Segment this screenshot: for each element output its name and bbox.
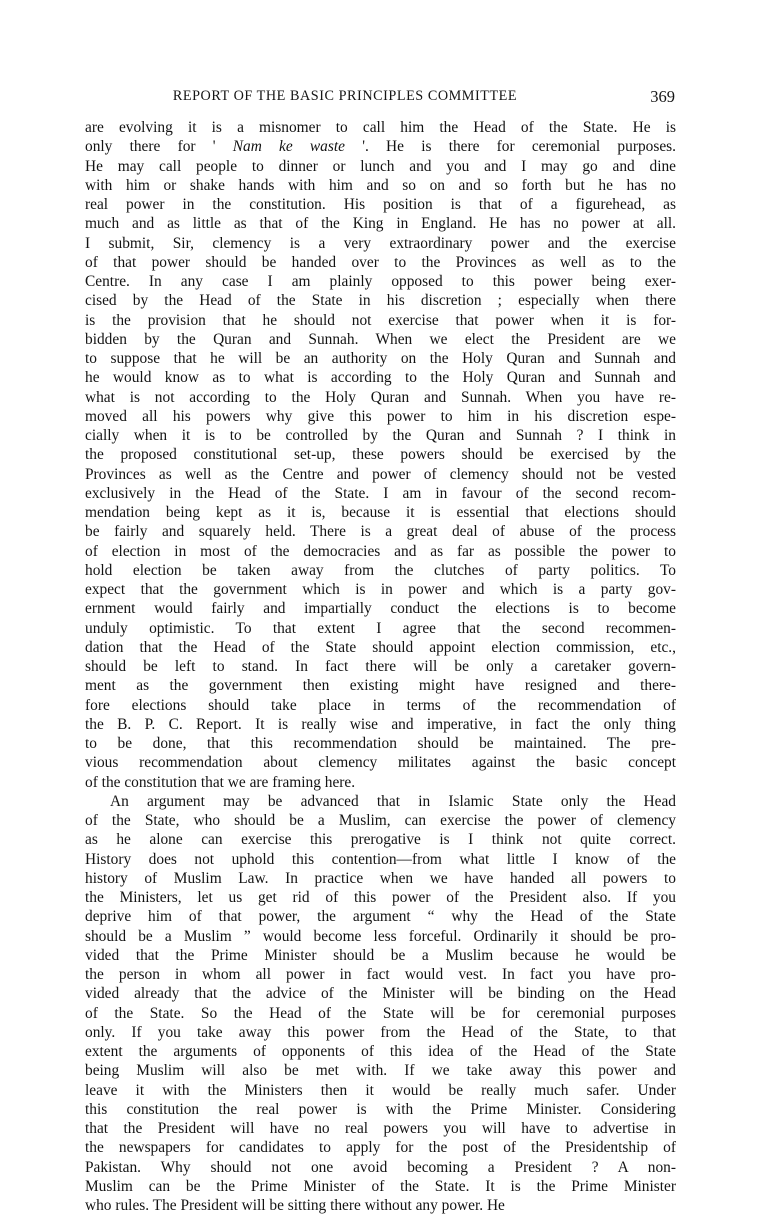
text-line: to be done, that this recommendation should be maintained. The pre- xyxy=(85,735,676,752)
text-line: what is not according to the Holy Quran and Sunnah. When you have re- xyxy=(85,388,676,406)
text-line: being Muslim will also be met with. If we take away this power and xyxy=(85,1062,676,1080)
text-line: the person in whom all power in fact would vest. In fact you have pro- xyxy=(85,966,676,983)
text-line: much and as little as that of the King in England. He has no power at all. xyxy=(85,215,676,233)
text-line: He may call people to dinner or lunch and you and I may go and dine xyxy=(85,157,676,175)
text-line: I submit, Sir, clemency is a very extraordinary power and the exercise xyxy=(85,234,676,252)
text-line: the Ministers, let us get rid of this power of the President also. If you xyxy=(85,889,676,906)
text-line: only. If you take away this power from the Head of the State, to that xyxy=(85,1023,676,1041)
text-line: unduly optimistic. To that extent I agree that the second recommen- xyxy=(85,619,676,637)
text-line: be fairly and squarely held. There is a great deal of abuse of the process xyxy=(85,523,676,541)
text-line: fore elections should take place in terms of the recommendation of xyxy=(85,696,676,714)
text-line: Centre. In any case I am plainly opposed to this power being exer- xyxy=(85,273,676,290)
text-line: History does not uphold this contention—from what little I know of the xyxy=(85,850,676,868)
page-number: 369 xyxy=(650,87,675,106)
text-line: this constitution the real power is with the Prime Minister. Considering xyxy=(85,1100,676,1118)
text-line: An argument may be advanced that in Islamic State only the Head xyxy=(110,792,676,810)
text-line: he would know as to what is according to the Holy Quran and Sunnah and xyxy=(85,369,676,387)
running-head xyxy=(85,88,675,110)
text-line: is the provision that he should not exercise that power when it is for- xyxy=(85,311,676,329)
text-line: of election in most of the democracies and as far as possible the power to xyxy=(85,542,676,560)
text-line: who rules. The President will be sitting there without any power. He xyxy=(85,1197,505,1214)
text-line: bidden by the Quran and Sunnah. When we elect the President are we xyxy=(85,330,676,348)
text-line: should be left to stand. In fact there will be only a caretaker govern- xyxy=(85,658,676,675)
text-line: vided that the Prime Minister should be a Muslim because he would be xyxy=(85,946,676,964)
body-text xyxy=(85,118,676,1215)
text-line: vided already that the advice of the Minister will be binding on the Head xyxy=(85,985,676,1003)
text-line: that the President will have no real powers you will have to advertise in xyxy=(85,1120,676,1137)
text-line: with him or shake hands with him and so on and so forth but he has no xyxy=(85,176,676,194)
text-line: the proposed constitutional set-up, these powers should be exercised by the xyxy=(85,446,676,464)
text-line: Provinces as well as the Centre and power of clemency should not be vested xyxy=(85,465,676,483)
text-line: real power in the constitution. His position is that of a figurehead, as xyxy=(85,196,676,213)
text-line: of that power should be handed over to the Provinces as well as to the xyxy=(85,253,676,271)
text-line: of the State. So the Head of the State will be for ceremonial purposes xyxy=(85,1004,676,1022)
text-line: leave it with the Ministers then it would be really much safer. Under xyxy=(85,1081,676,1099)
text-line: history of Muslim Law. In practice when we have handed all powers to xyxy=(85,869,676,887)
text-line: cised by the Head of the State in his discretion ; especially when there xyxy=(85,292,676,310)
text-line: deprive him of that power, the argument “ why the Head of the State xyxy=(85,908,676,926)
text-line: cially when it is to be controlled by the Quran and Sunnah ? I think in xyxy=(85,427,676,444)
text-line: are evolving it is a misnomer to call him the Head of the State. He is xyxy=(85,119,676,136)
text-line: as he alone can exercise this prerogative is I think not quite correct. xyxy=(85,831,676,849)
text-line: only there for ' Nam ke waste '. He is there for ceremonial purposes. xyxy=(85,138,676,156)
text-line: Muslim can be the Prime Minister of the State. It is the Prime Minister xyxy=(85,1177,676,1195)
text-line: hold election be taken away from the clutches of party politics. To xyxy=(85,561,676,579)
text-line: of the constitution that we are framing here. xyxy=(85,773,356,791)
text-line: to suppose that he will be an authority on the Holy Quran and Sunnah and xyxy=(85,350,676,367)
text-line: mendation being kept as it is, because it is essential that elections should xyxy=(85,504,676,521)
text-line: expect that the government which is in power and which is a party gov- xyxy=(85,581,676,598)
text-line: extent the arguments of opponents of this idea of the Head of the State xyxy=(85,1043,676,1060)
text-line: Pakistan. Why should not one avoid becoming a President ? A non- xyxy=(85,1158,676,1176)
text-line: ernment would fairly and impartially conduct the elections is to become xyxy=(85,600,676,618)
text-line: ment as the government then existing might have resigned and there- xyxy=(85,677,676,695)
page-title: REPORT OF THE BASIC PRINCIPLES COMMITTEE xyxy=(172,88,518,104)
text-line: vious recommendation about clemency militates against the basic concept xyxy=(85,754,676,772)
paragraph-1 xyxy=(85,118,676,792)
text-line: exclusively in the Head of the State. I am in favour of the second recom- xyxy=(85,484,676,502)
text-line: should be a Muslim ” would become less forceful. Ordinarily it should be pro- xyxy=(85,927,676,945)
text-line: dation that the Head of the State should appoint election commission, etc., xyxy=(85,638,676,656)
italic-phrase: Nam ke waste xyxy=(232,138,345,156)
paragraph-2 xyxy=(85,792,676,1215)
text-line: the newspapers for candidates to apply for the post of the Presidentship of xyxy=(85,1139,676,1157)
text-line: of the State, who should be a Muslim, can exercise the power of clemency xyxy=(85,812,676,829)
text-line: moved all his powers why give this power to him in his discretion espe- xyxy=(85,407,676,425)
text-line: the B. P. C. Report. It is really wise and imperative, in fact the only thing xyxy=(85,715,676,733)
